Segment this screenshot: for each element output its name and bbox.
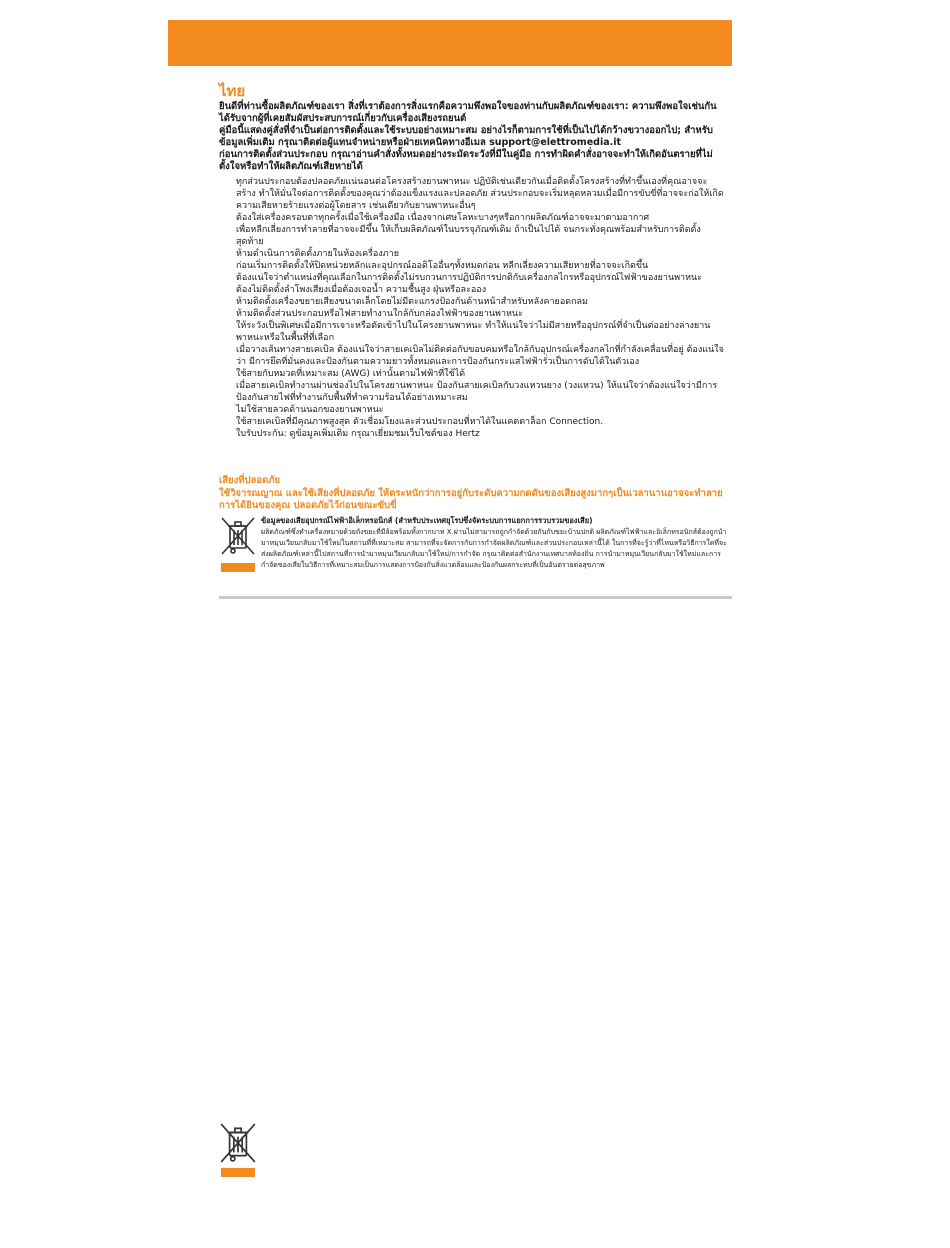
weee-bin-icon — [220, 516, 256, 556]
language-title: ไทย — [219, 82, 246, 100]
rule-item: ต้องใส่เครื่องครอบตาทุกครั้งเมื่อใช้เครื่องมือ เนื่องจากเศษโลหะบางๆหรือกากผลิตภัณฑ์อาจจะมาตามอากาศ — [236, 213, 650, 223]
rule-item: ใบรับประกัน: ดูข้อมูลเพิ่มเติม กรุณาเยี่ยมชมเว็บไซต์ของ Hertz — [236, 429, 480, 439]
rule-item: เมื่อวางเส้นทางสายเคเบิล ต้องแน่ใจว่าสายเคเบิลไม่ติดต่อกับขอบคมหรือใกล้กับอุปกรณ์เครื่องกลไกที่กำลังเคลื่อนที่อยู่ ต้องแน่ใจว่า มีการยึดที่มั่นคงและป้องกันตามความยาวทั้งหมดและการป้องกันกระแสไฟฟ้ารั่วเป็นการดับได้ในตัวเอง — [236, 345, 724, 367]
rule-item: ทุกส่วนประกอบต้องปลอดภัยแน่นอนต่อโครงสร้างยานพาหนะ ปฏิบัติเช่นเดียวกันเมื่อติดตั้งโครงสร้างที่ทำขึ้นเองที่คุณอาจจะสร้าง ทำให้มั่นใจต่อการติดตั้งของคุณว่าต้องแข็งแรงและปลอดภัย ส่วนประกอบจะเริ่มหลุดหลวมเมื่อมีการขับขี่ที่อาจจะก่อให้เกิดความเสียหายร้ายแรงต่อผู้โดยสาร เช่นเดียวกับยานพาหนะอื่นๆ — [236, 177, 724, 211]
intro-text — [219, 101, 724, 173]
rule-item: ให้ระวังเป็นพิเศษเมื่อมีการเจาะหรือตัดเข้าไปในโครงยานพาหนะ ทำให้แน่ใจว่าไม่มีสายหรืออุปกรณ์ที่จำเป็นต่ออย่างล่างยานพาหนะหรือในพื้นที่ที่เลือก — [236, 321, 711, 343]
safety-title: เสียงที่ปลอดภัย — [219, 475, 281, 486]
weee-text: ผลิตภัณฑ์ซึ่งทำเครื่องหมายด้วยถังขยะที่มีล้อพร้อมทั้งกากบาท X ผ่านไม่สามารถถูกกำจัดด้วยกันกับขยะบ้านปกติ ผลิตภัณฑ์ไฟฟ้าและอิเล็กทรอนิกส์ต้องถูกนำมาหมุนเวียนกลับมาใช้ใหม่ในสถานที่ที่เหมาะสม สามารถที่จะจัดการกับการกำจัดผลิตภัณฑ์และส่วนประกอบเหล่านี้ได้ ในการที่จะรู้ว่าที่ไหนหรือวิธีการใดที่จะส่งผลิตภัณฑ์เหล่านี้ไปสถานที่การนำมาหมุนเวียนกลับมาใช้ใหม่/การกำจัด กรุณาติดต่อสำนักงานเทศบาลท้องถิ่น การนำมาหมุนเวียนกลับมาใช้ใหม่และการกำจัดของเสียในวิธีการที่เหมาะสมเป็นการแสดงการป้องกันสิ่งแวดล้อมและป้องกันผลกระทบที่เป็นอันตรายต่อสุขภาพ — [261, 528, 727, 569]
header-band — [168, 20, 732, 66]
rule-item: ห้ามติดตั้งส่วนประกอบหรือไฟสายทำงานใกล้กับกล่องไฟฟ้าของยานพาหนะ — [236, 309, 523, 319]
intro-paragraph: ก่อนการติดตั้งส่วนประกอบ กรุณาอ่านคำสั่งทั้งหมดอย่างระมัดระวังที่มีในคู่มือ การทำผิดคำสั่งอาจจะทำให้เกิดอันตรายที่ไม่ตั้งใจหรือทำให้ผลิตภัณฑ์เสียหายได้ — [219, 149, 713, 172]
weee-title: ข้อมูลของเสียอุปกรณ์ไฟฟ้าอิเล็กทรอนิกส์ (สำหรับประเทศยุโรปซึ่งจัดระบบการแยกการรวบรวมของเสีย) — [261, 516, 593, 525]
rule-item: เมื่อสายเคเบิลทำงานผ่านช่องไปในโครงยานพาหนะ ป้องกันสายเคเบิลกับวงแหวนยาง (วงแหวน) ให้แน่ใจว่าต้องแน่ใจว่ามีการป้องกันสายไฟที่ทำงานกับพื้นที่ทำความร้อนได้อย่างเหมาะสม — [236, 381, 718, 403]
rule-item: ห้ามติดตั้งเครื่องขยายเสียงขนาดเล็กโดยไม่มีตะแกรงป้องกันด้านหน้าสำหรับหลังคายอดกลม — [236, 297, 588, 307]
weee-bin-icon — [219, 1122, 257, 1164]
rule-item: ก่อนเริ่มการติดตั้งให้ปิดหน่วยหลักและอุปกรณ์ออดิโออื่นๆทั้งหมดก่อน หลีกเลี่ยงความเสียหายที่อาจจะเกิดขึ้น — [236, 261, 649, 271]
rule-item: ไม่ใช้สายลวดด้านนอกของยานพาหนะ — [236, 405, 384, 415]
rule-item: ต้องแน่ใจว่าตำแหน่งที่คุณเลือกในการติดตั้งไม่รบกวนการปฏิบัติการปกติกับเครื่องกลไกรหรืออุปกรณ์ไฟฟ้าของยานพาหนะ — [236, 273, 703, 283]
rule-item: ใช้สายกับหมวดที่เหมาะสม (AWG) เท่านั้นตามไฟฟ้าที่ใช้ได้ — [236, 369, 466, 379]
rule-item: เพื่อหลีกเลี่ยงการทำลายที่อาจจะมีขึ้น ให้เก็บผลิตภัณฑ์ในบรรจุภัณฑ์เดิม ถ้าเป็นไปได้ จนกระทั่งคุณพร้อมสำหรับการติดตั้งสุดท้าย — [236, 225, 701, 247]
intro-paragraph: ยินดีที่ท่านซื้อผลิตภัณฑ์ของเรา สิ่งที่เราต้องการสิ่งแรกคือความพึงพอใจของท่านกับผลิตภัณฑ์ของเรา: ความพึงพอใจเช่นกันได้รับจากผู้ที่เคยสัมผัสประสบการณ์เกี่ยวกับเครื่องเสียงรถยนต์ — [219, 101, 717, 124]
rule-item: ต้องไม่ติดตั้งลำโพงเสียงเมื่อต้องเจอน้ำ ความชื้นสูง ฝุ่นหรือละออง — [236, 285, 487, 295]
weee-orange-bar — [221, 1168, 255, 1177]
installation-rules-list — [236, 176, 726, 440]
rule-item: ห้ามดำเนินการติดตั้งภายในห้องเครื่องภาย — [236, 249, 399, 259]
safety-text: ใช้วิจารณญาณ และใช้เสียงที่ปลอดภัย ให้ตระหนักว่าการอยู่กับระดับความกดดันของเสียงสูงมากๆเป็นเวลานานอาจจะทำลายการได้ยินของคุณ ปลอดภัยไว้ก่อนขณะขับขี่ — [219, 488, 723, 511]
section-divider — [219, 596, 732, 599]
intro-paragraph: คู่มือนี้แสดงคู่สั่งที่จำเป็นต่อการติดตั้งและใช้ระบบอย่างเหมาะสม อย่างไรก็ตามการใช้ที่เป็นไปได้กว้างขวางออกไป; สำหรับข้อมูลเพิ่มเติม กรุณาติดต่อผู้แทนจำหน่ายหรือฝ่ายเทคนิคทางอีเมล support@elettromedia.it — [219, 125, 713, 148]
weee-orange-bar — [221, 563, 255, 572]
rule-item: ใช้สายเคเบิลที่มีคุณภาพสูงสุด ตัวเชื่อมโยงและส่วนประกอบที่หาได้ในแคตตาล็อก Connection. — [236, 417, 604, 427]
